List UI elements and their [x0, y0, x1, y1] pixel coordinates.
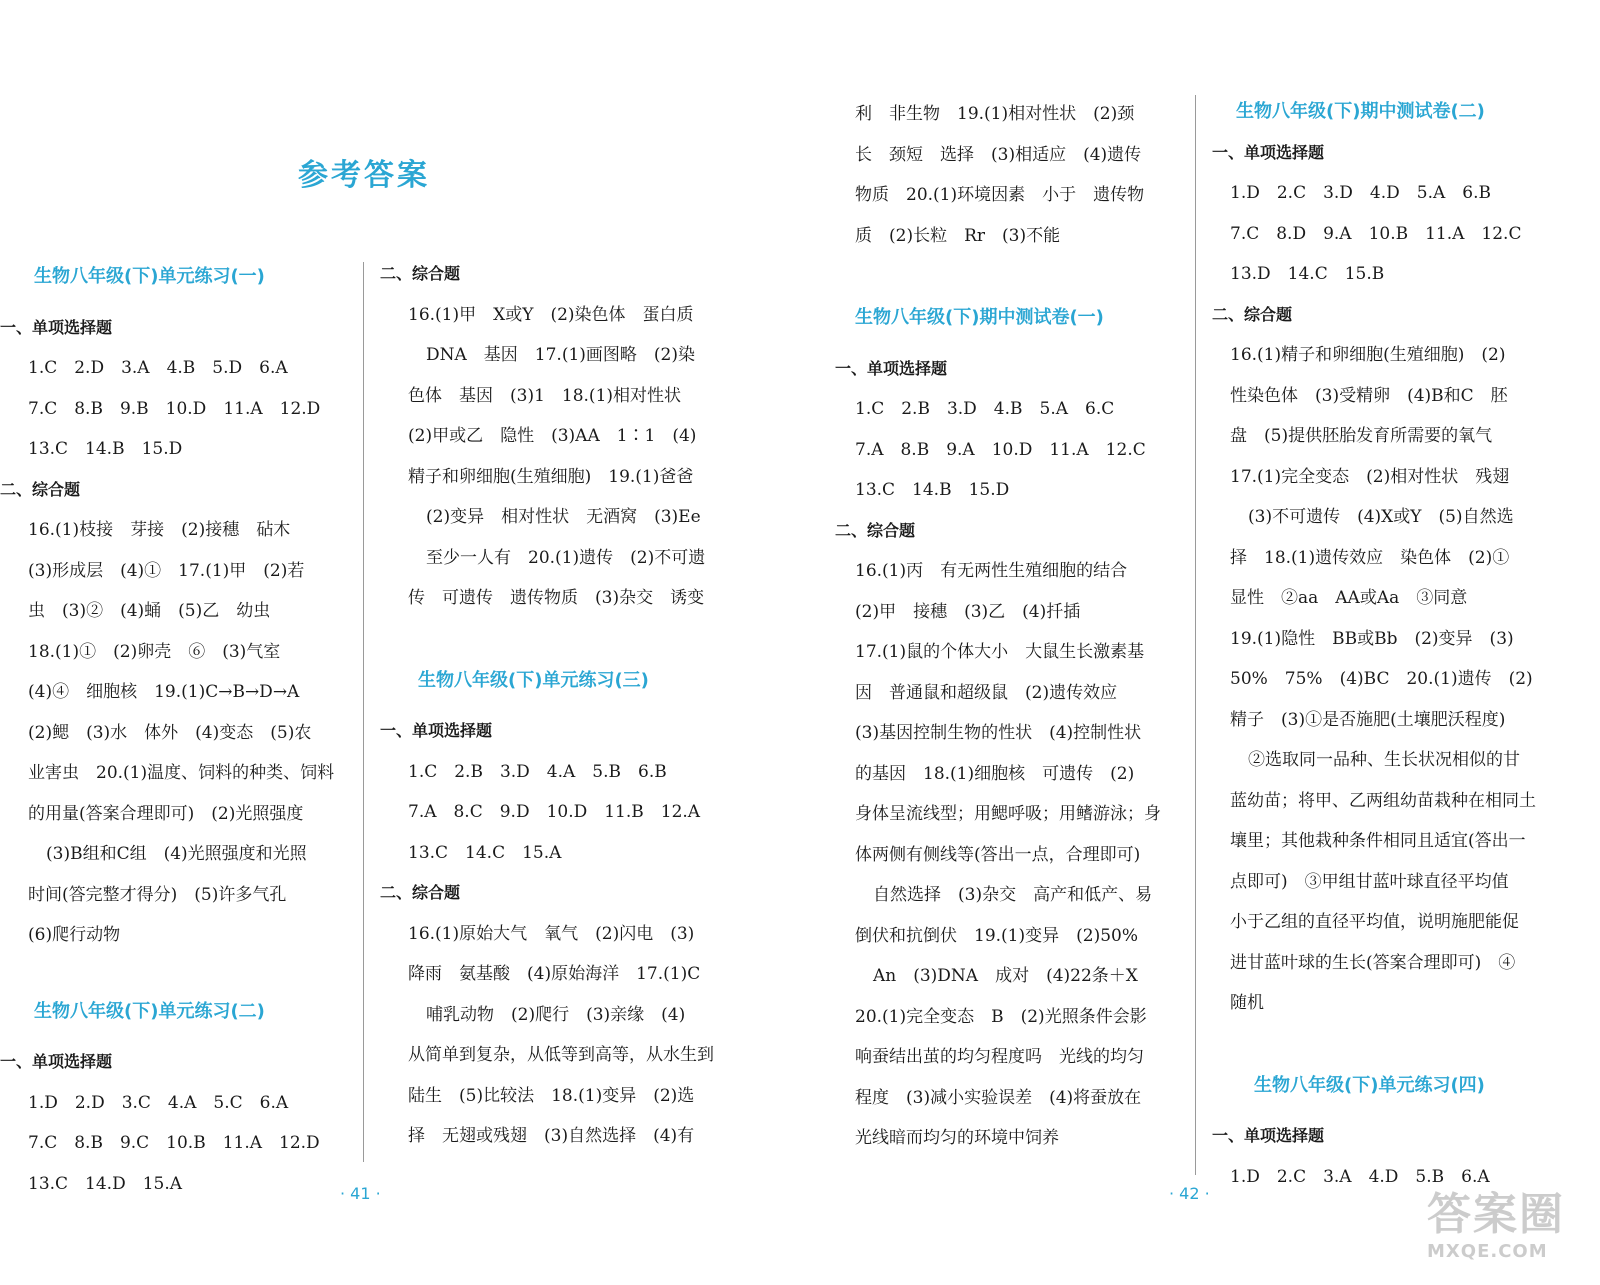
subsection-title: 一、单项选择题: [835, 358, 948, 378]
answer-line: 盘 (5)提供胚胎发育所需要的氧气: [1230, 426, 1493, 446]
answer-line: 择 无翅或残翅 (3)自然选择 (4)有: [408, 1126, 695, 1146]
answer-line: ②选取同一品种、生长状况相似的甘: [1248, 750, 1520, 770]
subsection-title: 二、综合题: [835, 520, 916, 540]
answer-line: 壤里；其他栽种条件相同且适宜(答出一: [1230, 831, 1526, 851]
answer-line: 因 普通鼠和超级鼠 (2)遗传效应: [855, 682, 1118, 703]
answer-line: 随机: [1230, 993, 1264, 1013]
right-column-1: [835, 94, 1200, 1159]
answer-line: 7.C 8.D 9.A 10.B 11.A 12.C: [1230, 223, 1522, 244]
answer-line: 7.C 8.B 9.B 10.D 11.A 12.D: [28, 398, 321, 419]
answer-line: (3)B组和C组 (4)光照强度和光照: [46, 844, 307, 864]
answer-block: [1230, 335, 1575, 1024]
answer-line: 长 颈短 选择 (3)相适应 (4)遗传: [855, 144, 1142, 165]
answer-line: 性染色体 (3)受精卵 (4)B和C 胚: [1230, 385, 1508, 406]
answer-line: 质 (2)长粒 Rr (3)不能: [855, 225, 1061, 246]
right-column-2: [1212, 92, 1575, 1197]
subsection-title: 二、综合题: [1212, 304, 1293, 324]
answer-line: 7.C 8.B 9.C 10.B 11.A 12.D: [28, 1133, 320, 1153]
answer-line: 16.(1)丙 有无两性生殖细胞的结合: [855, 561, 1128, 581]
section-title: 生物八年级(下)单元练习(一): [34, 266, 265, 287]
answer-line: 7.A 8.B 9.A 10.D 11.A 12.C: [855, 439, 1146, 460]
subsection-title: 一、单项选择题: [0, 317, 113, 337]
answer-line: 物质 20.(1)环境因素 小于 遗传物: [855, 185, 1145, 205]
page-number: · 41 ·: [340, 1184, 381, 1203]
answer-line: 的用量(答案合理即可) (2)光照强度: [28, 803, 304, 824]
subsection-title: 二、综合题: [380, 264, 461, 283]
answer-block: [0, 510, 350, 956]
answer-line: 精子 (3)①是否施肥(土壤肥沃程度): [1230, 709, 1506, 730]
answer-line: (2)甲 接穗 (3)乙 (4)扦插: [855, 601, 1081, 622]
answer-line: 50% 75% (4)BC 20.(1)遗传 (2): [1230, 669, 1533, 689]
answer-line: 哺乳动物 (2)爬行 (3)亲缘 (4): [426, 1004, 686, 1025]
answer-line: 13.C 14.C 15.A: [408, 842, 562, 863]
answer-line: 至少一人有 20.(1)遗传 (2)不可遗: [426, 547, 706, 568]
answer-line: An (3)DNA 成对 (4)22条＋X: [873, 966, 1138, 986]
answer-line: 1.D 2.C 3.D 4.D 5.A 6.B: [1230, 183, 1491, 203]
answer-line: (4)④ 细胞核 19.(1)C→B→D→A: [28, 682, 300, 702]
answer-line: 1.C 2.D 3.A 4.B 5.D 6.A: [28, 358, 288, 378]
answer-line: (2)变异 相对性状 无酒窝 (3)Ee: [426, 507, 701, 527]
answer-line: (3)不可遗传 (4)X或Y (5)自然选: [1248, 507, 1514, 527]
answer-line: 色体 基因 (3)1 18.(1)相对性状: [408, 385, 682, 406]
answer-line: 虫 (3)② (4)蛹 (5)乙 幼虫: [28, 601, 271, 621]
answer-line: (2)鳃 (3)水 体外 (4)变态 (5)农: [28, 722, 312, 743]
answer-line: 精子和卵细胞(生殖细胞) 19.(1)爸爸: [408, 466, 694, 487]
answer-block: [855, 389, 1200, 511]
answer-line: 倒伏和抗倒伏 19.(1)变异 (2)50%: [855, 925, 1138, 946]
answer-line: 16.(1)精子和卵细胞(生殖细胞) (2): [1230, 345, 1506, 365]
answer-block: [380, 914, 780, 1157]
answer-line: 程度 (3)减小实验误差 (4)将蚕放在: [855, 1087, 1142, 1108]
answer-line: 16.(1)枝接 芽接 (2)接穗 砧木: [28, 520, 291, 540]
answer-line: 1.C 2.B 3.D 4.B 5.A 6.C: [855, 399, 1115, 419]
left-column-1: [0, 257, 350, 1204]
answer-line: 择 18.(1)遗传效应 染色体 (2)①: [1230, 547, 1510, 568]
page-title: 参考答案: [298, 158, 430, 193]
answer-line: 进甘蓝叶球的生长(答案合理即可) ④: [1230, 952, 1516, 973]
section-title: 生物八年级(下)单元练习(四): [1254, 1074, 1485, 1096]
answer-line: 19.(1)隐性 BB或Bb (2)变异 (3): [1230, 628, 1514, 649]
answer-line: 13.D 14.C 15.B: [1230, 264, 1385, 284]
answer-line: 17.(1)完全变态 (2)相对性状 残翅: [1230, 466, 1510, 487]
subsection-title: 二、综合题: [0, 479, 81, 499]
subsection-title: 一、单项选择题: [380, 721, 493, 740]
section-title: 生物八年级(下)单元练习(二): [34, 1000, 265, 1022]
column-divider: [1195, 95, 1196, 1175]
answer-line: DNA 基因 17.(1)画图略 (2)染: [426, 345, 695, 365]
answer-line: 16.(1)甲 X或Y (2)染色体 蛋白质: [408, 304, 694, 325]
answer-block: [855, 551, 1200, 1159]
section-title: 生物八年级(下)单元练习(三): [418, 669, 649, 691]
answer-line: 13.C 14.B 15.D: [855, 480, 1010, 500]
subsection-title: 二、综合题: [380, 883, 461, 902]
page-number: · 42 ·: [1169, 1184, 1210, 1203]
answer-line: (6)爬行动物: [28, 925, 121, 945]
answer-line: 身体呈流线型；用鳃呼吸；用鳍游泳；身: [855, 804, 1161, 824]
answer-line: 蓝幼苗；将甲、乙两组幼苗栽种在相同土: [1230, 790, 1536, 811]
answer-line: 显性 ②aa AA或Aa ③同意: [1230, 588, 1468, 608]
answer-line: 1.D 2.C 3.A 4.D 5.B 6.A: [1230, 1166, 1490, 1187]
answer-block: [0, 348, 350, 470]
answer-line: 点即可) ③甲组甘蓝叶球直径平均值: [1230, 871, 1509, 892]
answer-line: 13.C 14.B 15.D: [28, 439, 183, 459]
answer-line: 时间(答完整才得分) (5)许多气孔: [28, 884, 287, 905]
answer-line: 16.(1)原始大气 氧气 (2)闪电 (3): [408, 923, 695, 944]
section-title: 生物八年级(下)期中测试卷(二): [1236, 101, 1485, 122]
answer-line: 从简单到复杂，从低等到高等，从水生到: [408, 1045, 714, 1065]
answer-block: [855, 94, 1200, 256]
answer-line: 1.C 2.B 3.D 4.A 5.B 6.B: [408, 761, 667, 782]
answer-block: [380, 752, 780, 874]
answer-line: 20.(1)完全变态 B (2)光照条件会影: [855, 1006, 1147, 1027]
answer-line: 18.(1)① (2)卵壳 ⑥ (3)气室: [28, 641, 281, 662]
answer-line: 体两侧有侧线等(答出一点，合理即可): [855, 844, 1141, 865]
left-page: [0, 0, 790, 1285]
answer-line: 13.C 14.D 15.A: [28, 1173, 183, 1194]
answer-line: 自然选择 (3)杂交 高产和低产、易: [873, 885, 1153, 905]
answer-line: 1.D 2.D 3.C 4.A 5.C 6.A: [28, 1092, 289, 1113]
answer-line: 小于乙组的直径平均值，说明施肥能促: [1230, 912, 1519, 932]
answer-line: 业害虫 20.(1)温度、饲料的种类、饲料: [28, 763, 335, 783]
left-column-2: [380, 254, 780, 1157]
answer-line: 降雨 氨基酸 (4)原始海洋 17.(1)C: [408, 964, 701, 984]
answer-line: (2)甲或乙 隐性 (3)AA 1∶1 (4): [408, 426, 697, 446]
answer-line: 传 可遗传 遗传物质 (3)杂交 诱变: [408, 588, 705, 608]
answer-line: 光线暗而均匀的环境中饲养: [855, 1128, 1059, 1148]
watermark-logo: [1427, 1189, 1572, 1271]
column-divider: [363, 262, 364, 1162]
answer-block: [380, 295, 780, 619]
right-page: [835, 0, 1600, 1285]
watermark-text: 答案圈: [1427, 1189, 1565, 1240]
answer-line: 的基因 18.(1)细胞核 可遗传 (2): [855, 763, 1135, 784]
answer-line: 响蚕结出茧的均匀程度吗 光线的均匀: [855, 1047, 1144, 1067]
subsection-title: 一、单项选择题: [1212, 1126, 1325, 1145]
answer-line: 利 非生物 19.(1)相对性状 (2)颈: [855, 104, 1135, 124]
subsection-title: 一、单项选择题: [0, 1052, 113, 1071]
answer-line: (3)形成层 (4)① 17.(1)甲 (2)若: [28, 560, 305, 581]
answer-block: [0, 1083, 350, 1205]
answer-block: [1230, 173, 1575, 295]
answer-line: (3)基因控制生物的性状 (4)控制性状: [855, 723, 1142, 743]
answer-line: 17.(1)鼠的个体大小 大鼠生长激素基: [855, 642, 1145, 662]
watermark-url: MXQE.COM: [1427, 1241, 1548, 1262]
answer-line: 陆生 (5)比较法 18.(1)变异 (2)选: [408, 1085, 695, 1106]
answer-line: 7.A 8.C 9.D 10.D 11.B 12.A: [408, 802, 701, 822]
subsection-title: 一、单项选择题: [1212, 142, 1325, 162]
section-title: 生物八年级(下)期中测试卷(一): [855, 307, 1104, 328]
